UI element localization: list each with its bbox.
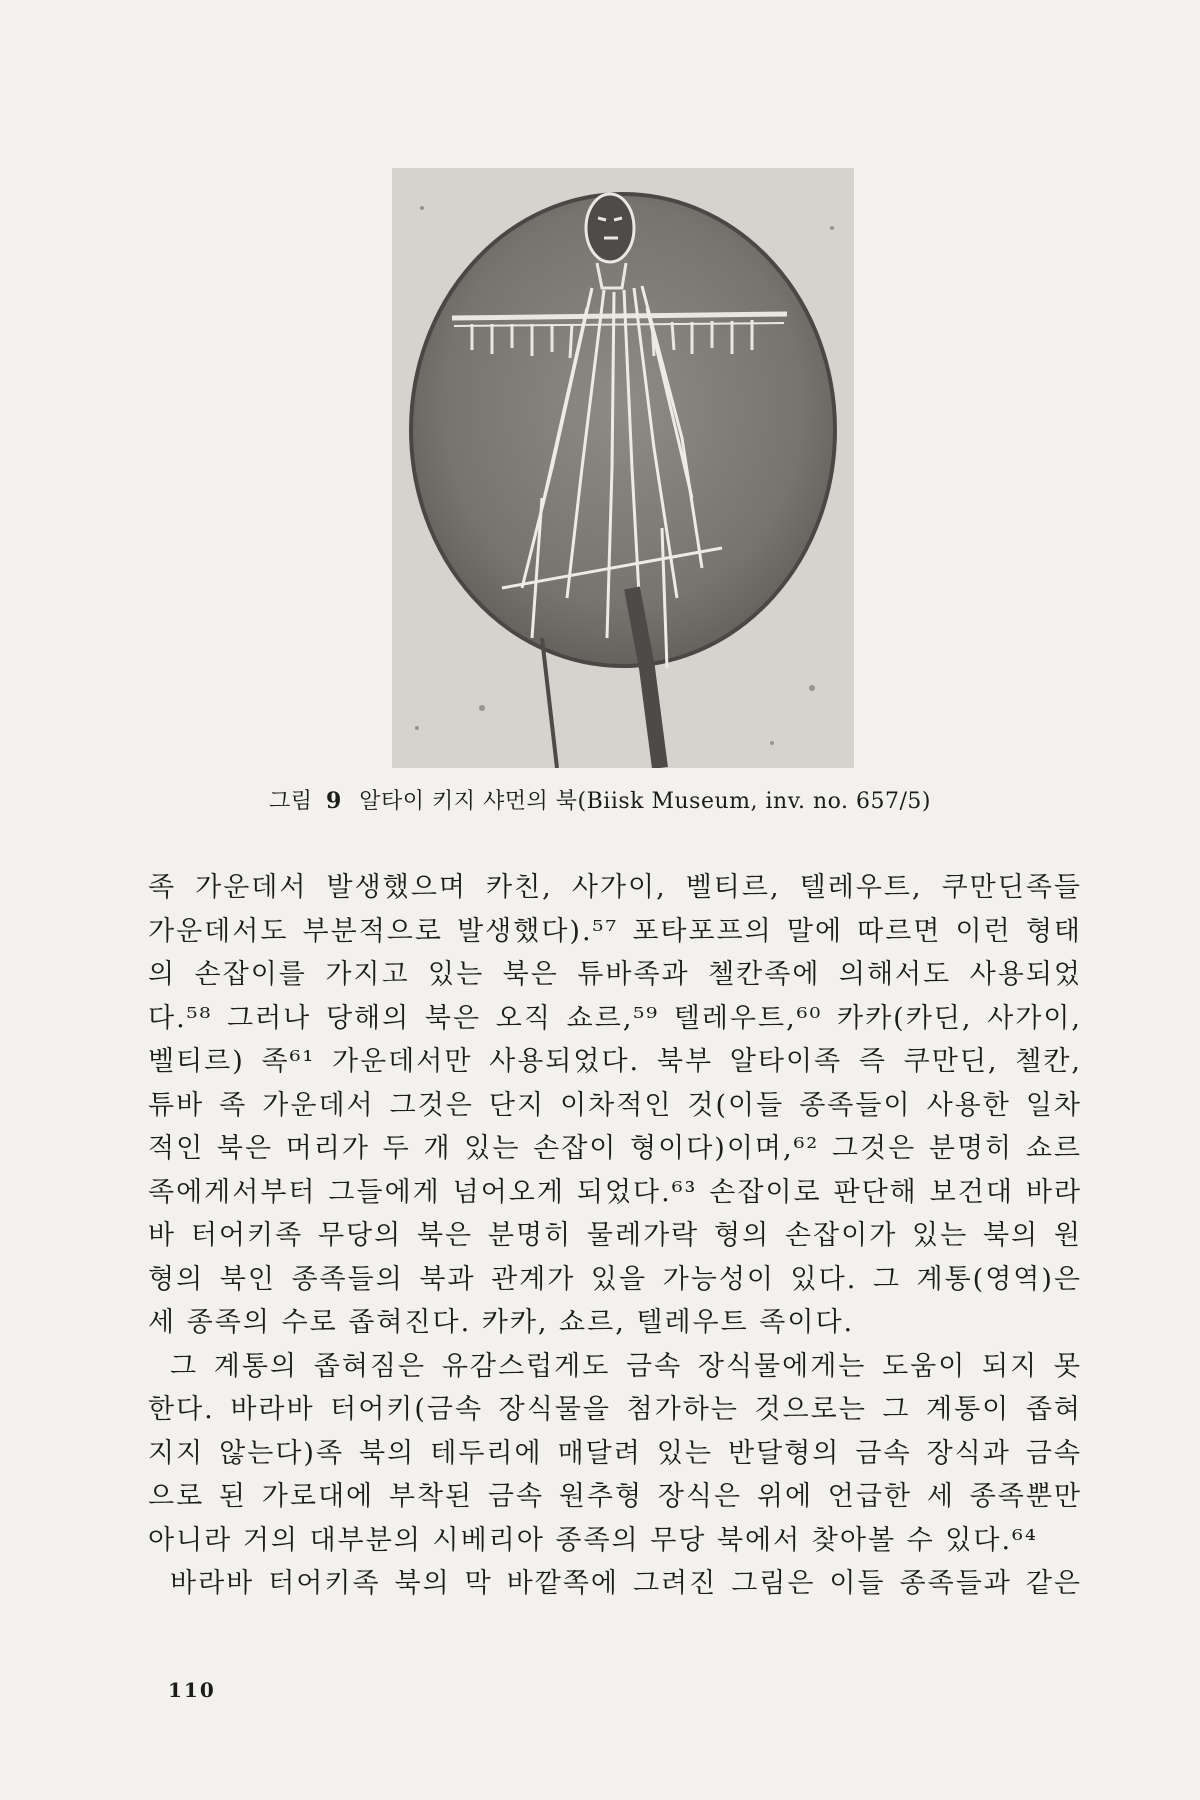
body-line: 족 가운데서 발생했으며 카친, 사가이, 벨티르, 텔레우트, 쿠만딘족들 xyxy=(148,872,1082,903)
shaman-drum-illustration xyxy=(392,168,854,768)
body-line: 족에게서부터 그들에게 넘어오게 되었다.⁶³ 손잡이로 판단해 보건대 바라 xyxy=(148,1176,1082,1208)
body-line: 아니라 거의 대부분의 시베리아 종족의 무당 북에서 찾아볼 수 있다.⁶⁴ xyxy=(148,1524,1038,1556)
body-line: 으로 된 가로대에 부착된 금속 원추형 장식은 위에 언급한 세 종족뿐만 xyxy=(148,1481,1082,1512)
caption-label: 그림 xyxy=(268,789,313,814)
body-line: 튜바 족 가운데서 그것은 단지 이차적인 것(이들 종족들이 사용한 일차 xyxy=(148,1089,1082,1121)
body-line: 세 종족의 수로 좁혀진다. 카카, 쇼르, 텔레우트 족이다. xyxy=(148,1307,855,1338)
caption-text: 알타이 키지 샤먼의 북(Biisk Museum, inv. no. 657/5) xyxy=(359,789,932,814)
body-line: 벨티르) 족⁶¹ 가운데서만 사용되었다. 북부 알타이족 즉 쿠만딘, 첼칸, xyxy=(148,1046,1082,1077)
page-number: 110 xyxy=(168,1678,216,1702)
body-text xyxy=(148,866,1082,1606)
body-line: 적인 북은 머리가 두 개 있는 손잡이 형이다)이며,⁶² 그것은 분명히 쇼르 xyxy=(148,1133,1082,1164)
body-line: 형의 북인 종족들의 북과 관계가 있을 가능성이 있다. 그 계통(영역)은 xyxy=(148,1263,1082,1295)
body-line: 한다. 바라바 터어키(금속 장식물을 첨가하는 것으로는 그 계통이 좁혀 xyxy=(148,1394,1082,1425)
caption-number: 9 xyxy=(325,788,342,814)
body-line: 다.⁵⁸ 그러나 당해의 북은 오직 쇼르,⁵⁹ 텔레우트,⁶⁰ 카카(카딘, 사가이, xyxy=(148,1002,1082,1034)
body-line: 그 계통의 좁혀짐은 유감스럽게도 금속 장식물에게는 도움이 되지 못 xyxy=(170,1350,1082,1382)
body-line: 바 터어키족 무당의 북은 분명히 물레가락 형의 손잡이가 있는 북의 원 xyxy=(148,1220,1082,1251)
drum-photo xyxy=(392,168,854,768)
body-line: 의 손잡이를 가지고 있는 북은 튜바족과 첼칸족에 의해서도 사용되었 xyxy=(148,959,1082,990)
body-line: 바라바 터어키족 북의 막 바깥쪽에 그려진 그림은 이들 종족들과 같은 xyxy=(170,1568,1082,1599)
body-line: 지지 않는다)족 북의 테두리에 매달려 있는 반달형의 금속 장식과 금속 xyxy=(148,1437,1082,1469)
figure-caption xyxy=(0,784,1200,815)
body-line: 가운데서도 부분적으로 발생했다).⁵⁷ 포타포프의 말에 따르면 이런 형태 xyxy=(148,915,1082,947)
